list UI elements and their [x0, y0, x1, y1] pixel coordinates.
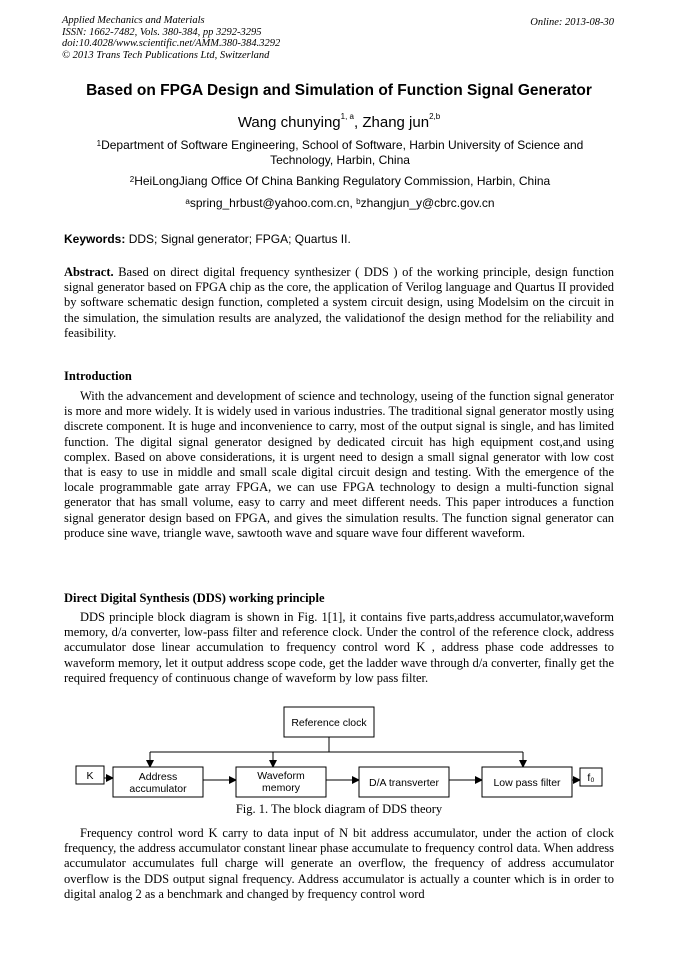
input-k-label: K: [86, 770, 94, 782]
paper-title: Based on FPGA Design and Simulation of Function Signal Generator: [86, 82, 592, 99]
affiliation-1: $^1$Department of Software Engineering, School of Software, Harbin University of Science and Technology, Harbin, China: [96, 138, 584, 167]
email-b: zhangjun_y@cbrc.gov.cn: [360, 196, 495, 210]
author-emails: $^a$spring_hrbust@yahoo.com.cn, $^b$zhangjun_y@cbrc.gov.cn: [185, 196, 495, 210]
journal-header: [62, 15, 280, 61]
address-accumulator-line2: accumulator: [129, 783, 187, 795]
abstract: [64, 265, 614, 341]
keywords: [64, 232, 351, 246]
continuation-text: Frequency control word K carry to data input of N bit address accumulator, under the action of clock frequency, the address accumulator constant linear phase accumulate to frequency control data. When address accumulator accumulates full charge will generate an overflow, the frequency of address accumulator overflow is the DDS output signal frequency. Address accumulator is actually a counter which is in order to digital analog 2 as a benchmark and changed by frequency control word: [64, 826, 614, 901]
author-2: Zhang jun: [362, 114, 430, 131]
issn-line: ISSN: 1662-7482, Vols. 380-384, pp 3292-3295: [62, 26, 262, 38]
waveform-memory-line2: memory: [262, 782, 300, 794]
abstract-label: Abstract.: [64, 265, 114, 279]
figure-caption: Fig. 1. The block diagram of DDS theory: [235, 802, 443, 816]
dds-heading: Direct Digital Synthesis (DDS) working principle: [64, 591, 325, 605]
introduction-heading: Introduction: [64, 369, 132, 383]
dds-block-diagram: [0, 700, 678, 800]
address-accumulator-line1: Address: [138, 771, 178, 783]
output-f0-label: f₀: [587, 772, 595, 784]
reference-clock-label: Reference clock: [291, 717, 367, 729]
dds-text: DDS principle block diagram is shown in Fig. 1[1], it contains five parts,address accumulator,waveform memory, d/a converter, low-pass filter and reference clock. Under the control of the reference clock, address accumulator dose linear accumulation to frequency control word K , address phase code addresses to waveform memory, let it output address scope code, get the ladder wave through d/a converter, finally get the required frequency of continuous change of waveform by low pass filter.: [64, 610, 614, 685]
introduction-text: With the advancement and development of science and technology, useing of the function signal generator is more and more widely. It is widely used in various industries. The traditional signal generator mostly using discrete component. It is huge and inconvenience to carry, most of the output signal is single, and has limited function. The digital signal generator designed by dedicated circuit has high equipment cost,and using complex. Based on above considerations, it is urgent need to design a small signal generator with low cost that is easy to use in middle and small scale digital circuit design and testing. With the emergence of the locale programmable gate array FPGA, we can use FPGA technology to design a multi-function signal generator that has small volume, easy to carry and meet different needs. This paper introduces a function signal generator design based on FPGA, and gives the simulation results. The function signal generator can produce sine wave, triangle wave, sawtooth wave and square wave four different waveform.: [64, 389, 614, 540]
affiliation-2: $^2$HeiLongJiang Office Of China Banking Regulatory Commission, Harbin, China: [129, 174, 551, 188]
keywords-label: Keywords:: [64, 232, 126, 246]
author-1: Wang chunying: [237, 114, 341, 131]
low-pass-filter-label: Low pass filter: [493, 777, 561, 789]
doi-line: doi:10.4028/www.scientific.net/AMM.380-384.3292: [62, 38, 281, 49]
abstract-text: Based on direct digital frequency synthesizer ( DDS ) of the working principle, design function signal generator based on FPGA chip as the core, the application of Verilog language and Quartus II provided by software schematic design function, completed a system circuit design, using Modelsim on the circuit in the simulation, the simulation results are analyzed, the validationof the design method for the reliability and feasibility.: [64, 265, 614, 340]
online-date: Online: 2013-08-30: [530, 17, 614, 28]
journal-name: Applied Mechanics and Materials: [62, 15, 205, 26]
author-line: Wang chunying$^{1, a}$, Zhang jun$^{2,b}$: [237, 112, 441, 131]
da-transverter-label: D/A transverter: [368, 777, 440, 789]
copyright-line: © 2013 Trans Tech Publications Ltd, Switzerland: [62, 49, 270, 61]
email-a: spring_hrbust@yahoo.com.cn: [189, 196, 350, 210]
keywords-text: DDS; Signal generator; FPGA; Quartus II.: [128, 232, 351, 246]
waveform-memory-line1: Waveform: [257, 770, 305, 782]
